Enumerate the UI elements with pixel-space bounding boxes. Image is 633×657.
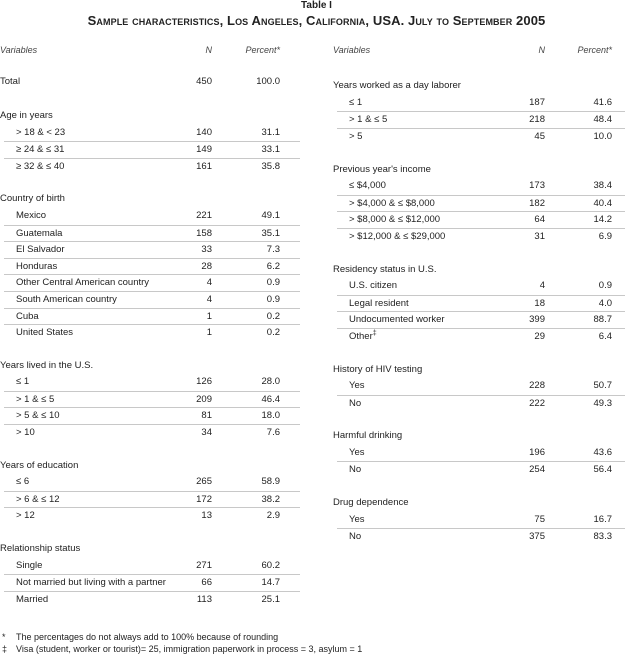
table-row	[337, 111, 625, 128]
row-label	[16, 592, 48, 609]
footnote-text: The percentages do not always add to 100% because of rounding	[16, 632, 279, 642]
row-percent: 35.1	[261, 227, 280, 239]
row-label	[349, 278, 397, 295]
row-label-text: ≥ 32 & ≤ 40	[16, 160, 65, 172]
row-n: 126	[196, 376, 212, 388]
variable-group	[0, 358, 300, 441]
row-n: 196	[529, 446, 545, 458]
group-label: Years lived in the U.S.	[0, 359, 94, 371]
row-percent: 88.7	[593, 314, 612, 326]
row-label-text: Other	[349, 330, 373, 342]
row-label	[16, 242, 65, 259]
row-label	[16, 309, 39, 326]
row-label	[349, 445, 365, 462]
row-label-text: ≤ 6	[16, 476, 30, 488]
row-n: 254	[529, 464, 545, 476]
group-heading	[0, 358, 300, 375]
table-row	[4, 308, 300, 325]
row-label-text: Not married but living with a partner	[16, 577, 166, 589]
row-label	[349, 512, 365, 529]
table-row	[4, 258, 300, 275]
group-heading	[0, 191, 300, 208]
header-variables: Variables	[0, 45, 38, 55]
row-percent: 50.7	[593, 380, 612, 392]
row-label-text: > 1 & ≤ 5	[349, 114, 388, 126]
table-row	[4, 225, 300, 242]
row-percent: 18.0	[261, 410, 280, 422]
row-label-text: Undocumented worker	[349, 314, 445, 326]
header-percent: Percent*	[245, 45, 280, 55]
row-n: 375	[529, 531, 545, 543]
row-percent: 49.3	[593, 397, 612, 409]
header-variables: Variables	[333, 45, 371, 55]
row-n: 221	[196, 209, 212, 221]
row-percent: 83.3	[593, 531, 612, 543]
row-label-text: > 18 & < 23	[16, 126, 66, 138]
footnote-symbol: ‡	[2, 644, 8, 654]
variable-group	[333, 78, 625, 144]
table-row	[4, 241, 300, 258]
table-title: Sample characteristics, Los Angeles, California, USA. July to September 2005	[87, 13, 546, 28]
row-percent: 41.6	[593, 96, 612, 108]
row-n: 34	[201, 427, 212, 439]
table-row	[4, 574, 300, 591]
row-label	[349, 296, 409, 313]
table-row	[337, 228, 625, 245]
row-n: 218	[529, 114, 545, 126]
row-label-text: Legal resident	[349, 297, 409, 309]
row-n: 182	[529, 197, 545, 209]
row-label	[349, 196, 435, 213]
table-row	[337, 95, 625, 112]
table-row	[337, 512, 625, 529]
row-n: 113	[196, 593, 212, 605]
table-row	[4, 324, 300, 341]
table-row	[337, 395, 625, 412]
row-label	[16, 142, 64, 159]
row-label-text: No	[349, 531, 362, 543]
variable-group	[0, 108, 300, 174]
footnote	[0, 644, 362, 654]
row-n: 31	[534, 230, 545, 242]
group-heading	[0, 458, 300, 475]
row-label	[16, 275, 149, 292]
row-label-text: ≤ 1	[16, 376, 30, 388]
group-heading	[333, 428, 625, 445]
row-label	[349, 112, 387, 129]
variable-group	[333, 262, 625, 345]
row-n: 45	[534, 130, 545, 142]
row-percent: 40.4	[593, 197, 612, 209]
row-label-text: Married	[16, 593, 49, 605]
group-heading	[333, 495, 625, 512]
group-label: Previous year's income	[333, 163, 431, 175]
row-label-text: No	[349, 464, 362, 476]
row-label	[16, 575, 166, 592]
row-percent: 0.9	[266, 293, 280, 305]
footnote	[0, 632, 278, 642]
table-row	[4, 125, 300, 142]
table-row	[337, 211, 625, 228]
row-label-text: Other Central American country	[16, 277, 150, 289]
row-n: 4	[206, 277, 212, 289]
footnote-symbol: *	[2, 632, 6, 642]
row-percent: 6.9	[598, 230, 612, 242]
row-label-text: ≤ $4,000	[349, 180, 386, 192]
row-n: 4	[539, 280, 545, 292]
header-n: N	[205, 45, 212, 55]
group-label: Relationship status	[0, 543, 81, 555]
table-row	[337, 178, 625, 195]
header-n: N	[538, 45, 545, 55]
right-column	[333, 42, 625, 562]
row-label-text: > 5	[349, 130, 363, 142]
table-row	[337, 311, 625, 328]
row-label-text: > $12,000 & ≤ $29,000	[349, 230, 446, 242]
row-label-text: Cuba	[16, 310, 39, 322]
group-label: Drug dependence	[333, 497, 409, 509]
row-label-text: United States	[16, 327, 74, 339]
table-row	[337, 195, 625, 212]
table-row	[337, 278, 625, 295]
row-label-text: Honduras	[16, 260, 58, 272]
row-n: 66	[201, 577, 212, 589]
row-label-text: > 10	[16, 427, 35, 439]
row-n: 75	[534, 513, 545, 525]
row-n: 209	[196, 393, 212, 405]
row-label	[349, 329, 377, 346]
row-label-text: > 6 & ≤ 12	[16, 493, 60, 505]
row-label	[349, 212, 440, 229]
left-column	[0, 42, 300, 624]
row-label	[16, 259, 57, 276]
row-percent: 0.2	[266, 310, 280, 322]
row-n: 172	[196, 493, 212, 505]
row-label	[349, 529, 361, 546]
row-label-text: > 5 & ≤ 10	[16, 410, 60, 422]
total-row	[0, 74, 300, 91]
group-heading	[333, 78, 625, 95]
row-label-text: > 12	[16, 510, 35, 522]
row-label-text: U.S. citizen	[349, 280, 398, 292]
table-row	[337, 295, 625, 312]
row-label-text: No	[349, 397, 362, 409]
row-label	[16, 159, 64, 176]
variable-group	[0, 458, 300, 524]
row-label	[349, 378, 365, 395]
row-label-text: > 1 & ≤ 5	[16, 393, 55, 405]
group-heading	[333, 162, 625, 179]
row-percent: 6.2	[266, 260, 280, 272]
row-n: 13	[201, 510, 212, 522]
row-percent: 7.3	[266, 244, 280, 256]
table-row	[4, 374, 300, 391]
row-label	[16, 325, 73, 342]
group-label: History of HIV testing	[333, 363, 423, 375]
row-n: 28	[201, 260, 212, 272]
row-percent: 38.4	[593, 180, 612, 192]
table-label: Table I	[301, 0, 332, 11]
row-label	[349, 462, 361, 479]
row-percent: 0.9	[266, 277, 280, 289]
row-label	[16, 226, 62, 243]
row-percent: 28.0	[261, 376, 280, 388]
table-row	[337, 378, 625, 395]
row-label	[16, 425, 35, 442]
group-heading	[0, 108, 300, 125]
row-label	[349, 129, 362, 146]
variable-group	[333, 162, 625, 245]
group-label: Harmful drinking	[333, 430, 403, 442]
group-label: Years of education	[0, 459, 79, 471]
row-percent: 100.0	[256, 75, 280, 87]
row-n: 140	[196, 126, 212, 138]
table-row	[4, 391, 300, 408]
table-row	[337, 128, 625, 145]
row-label	[16, 508, 35, 525]
table-row	[4, 274, 300, 291]
row-label-text: ≤ 1	[349, 96, 363, 108]
header-row	[0, 42, 300, 59]
group-heading	[333, 362, 625, 379]
row-percent: 16.7	[593, 513, 612, 525]
variable-group	[333, 362, 625, 412]
group-label: Residency status in U.S.	[333, 263, 437, 275]
row-label	[16, 125, 65, 142]
row-n: 158	[196, 227, 212, 239]
row-percent: 0.2	[266, 327, 280, 339]
row-n: 271	[196, 559, 212, 571]
group-label: Years worked as a day laborer	[333, 80, 461, 92]
row-label-text: El Salvador	[16, 244, 65, 256]
row-percent: 0.9	[598, 280, 612, 292]
row-percent: 35.8	[261, 160, 280, 172]
row-label-text: Yes	[349, 380, 365, 392]
table-row	[4, 507, 300, 524]
table-row	[4, 474, 300, 491]
row-label-text: Yes	[349, 446, 365, 458]
table-row	[4, 591, 300, 608]
table-row	[4, 208, 300, 225]
row-percent: 33.1	[261, 144, 280, 156]
row-percent: 48.4	[593, 114, 612, 126]
table-row	[337, 445, 625, 462]
row-label-text: ≥ 24 & ≤ 31	[16, 144, 65, 156]
header-percent: Percent*	[577, 45, 612, 55]
row-n: 1	[206, 310, 212, 322]
row-percent: 58.9	[261, 476, 280, 488]
table-row	[337, 528, 625, 545]
table-row	[4, 141, 300, 158]
row-percent: 2.9	[266, 510, 280, 522]
table-row	[4, 291, 300, 308]
table-row	[4, 158, 300, 175]
row-label-text: South American country	[16, 293, 117, 305]
row-percent: 46.4	[261, 393, 280, 405]
row-n: 1	[206, 327, 212, 339]
row-n: 64	[534, 214, 545, 226]
variable-group	[333, 428, 625, 478]
row-label	[349, 229, 445, 246]
row-n: 399	[529, 314, 545, 326]
footnote-text: Visa (student, worker or tourist)= 25, immigration paperwork in process = 3, asylum = 1	[16, 644, 363, 654]
row-n: 450	[196, 75, 212, 87]
row-label-text: > $8,000 & ≤ $12,000	[349, 214, 441, 226]
row-label	[16, 492, 60, 509]
table-row	[4, 491, 300, 508]
row-percent: 49.1	[261, 209, 280, 221]
row-n: 33	[201, 244, 212, 256]
row-percent: 14.2	[593, 214, 612, 226]
row-percent: 25.1	[261, 593, 280, 605]
row-label-text: Single	[16, 559, 43, 571]
row-n: 18	[534, 297, 545, 309]
group-label: Age in years	[0, 109, 53, 121]
row-n: 187	[529, 96, 545, 108]
row-n: 265	[196, 476, 212, 488]
table-row	[337, 328, 625, 345]
row-label	[16, 558, 42, 575]
row-n: 149	[196, 144, 212, 156]
row-percent: 10.0	[593, 130, 612, 142]
row-label	[349, 178, 386, 195]
table-row	[337, 461, 625, 478]
row-label	[349, 95, 362, 112]
variable-group	[333, 495, 625, 545]
row-percent: 43.6	[593, 446, 612, 458]
row-percent: 60.2	[261, 559, 280, 571]
variable-group	[0, 541, 300, 607]
row-label	[349, 312, 445, 329]
group-label: Country of birth	[0, 193, 65, 205]
row-label	[16, 292, 117, 309]
row-label-text: > $4,000 & ≤ $8,000	[349, 197, 435, 209]
table-row	[4, 407, 300, 424]
row-label	[16, 374, 29, 391]
row-percent: 4.0	[598, 297, 612, 309]
row-percent: 31.1	[261, 126, 280, 138]
row-n: 222	[529, 397, 545, 409]
row-n: 81	[201, 410, 212, 422]
footnote-marker: ‡	[372, 329, 377, 337]
row-percent: 56.4	[593, 464, 612, 476]
table-row	[4, 424, 300, 441]
row-label-text: Mexico	[16, 209, 47, 221]
row-n: 4	[206, 293, 212, 305]
row-percent: 7.6	[266, 427, 280, 439]
row-label	[16, 408, 60, 425]
row-label: Total	[0, 75, 21, 87]
row-percent: 14.7	[261, 577, 280, 589]
row-n: 173	[529, 180, 545, 192]
row-label	[16, 392, 54, 409]
row-label	[16, 474, 29, 491]
row-label	[16, 208, 46, 225]
group-heading	[333, 262, 625, 279]
row-label-text: Guatemala	[16, 227, 63, 239]
row-label-text: Yes	[349, 513, 365, 525]
variable-group	[0, 191, 300, 340]
header-row	[333, 42, 625, 59]
table-row	[4, 558, 300, 575]
row-percent: 38.2	[261, 493, 280, 505]
row-label	[349, 396, 361, 413]
row-percent: 6.4	[598, 330, 612, 342]
row-n: 228	[529, 380, 545, 392]
row-n: 29	[534, 330, 545, 342]
row-n: 161	[196, 160, 212, 172]
group-heading	[0, 541, 300, 558]
